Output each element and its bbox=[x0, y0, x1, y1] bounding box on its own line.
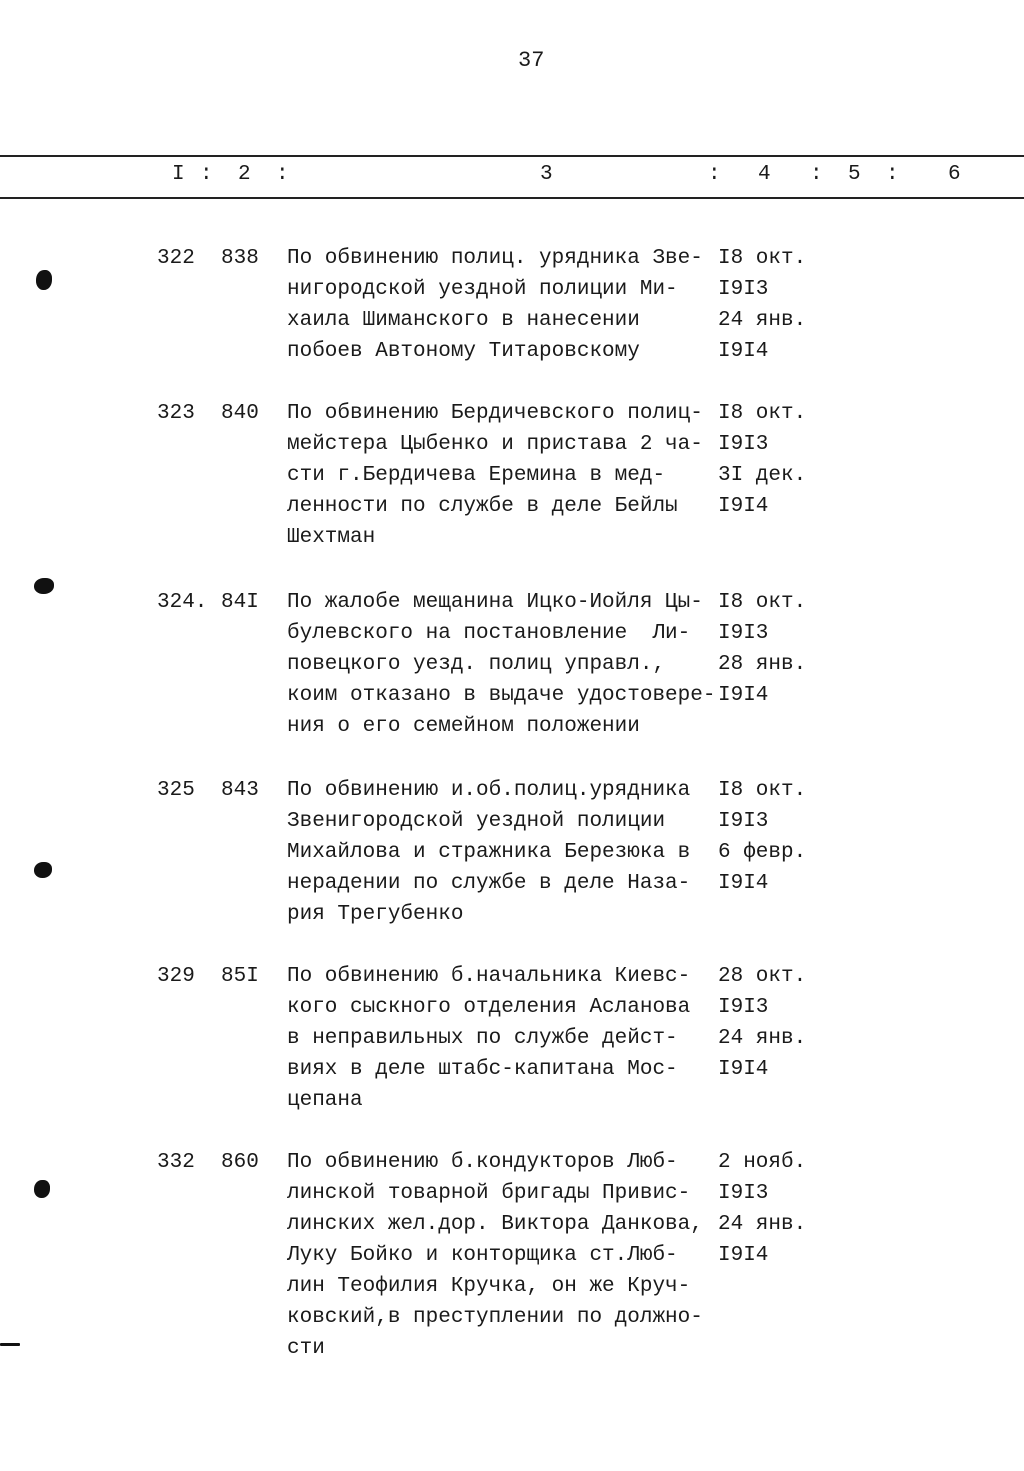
page-number: 37 bbox=[518, 48, 545, 73]
col-header-5: 5 bbox=[848, 163, 861, 186]
file-number: 84I bbox=[221, 591, 259, 614]
description-line: Михайлова и стражника Березюка в bbox=[287, 841, 691, 864]
col-sep: : bbox=[276, 163, 289, 186]
date-line: I9I4 bbox=[718, 495, 769, 518]
description-line: виях в деле штабс-капитана Мос- bbox=[287, 1058, 678, 1081]
entry-number: 324. bbox=[157, 591, 208, 614]
col-header-2: 2 bbox=[238, 163, 251, 186]
entry-dates bbox=[718, 398, 806, 522]
entry-number: 323 bbox=[157, 402, 195, 425]
date-line: I8 окт. bbox=[718, 247, 807, 270]
description-line: булевского на постановление Ли- bbox=[287, 622, 691, 645]
date-line: 28 янв. bbox=[718, 653, 807, 676]
description-line: в неправильных по службе дейст- bbox=[287, 1027, 678, 1050]
date-line: I9I3 bbox=[718, 996, 769, 1019]
description-line: По обвинению б.кондукторов Люб- bbox=[287, 1151, 678, 1174]
date-line: I9I3 bbox=[718, 622, 769, 645]
date-line: I9I4 bbox=[718, 1244, 769, 1267]
date-line: I9I4 bbox=[718, 340, 769, 363]
description-line: сти bbox=[287, 1337, 325, 1360]
punch-hole-mark bbox=[36, 270, 52, 290]
date-line: I9I3 bbox=[718, 433, 769, 456]
col-sep: : bbox=[810, 163, 823, 186]
description-line: побоев Автоному Титаровскому bbox=[287, 340, 640, 363]
header-top-rule bbox=[0, 155, 1024, 157]
file-number: 860 bbox=[221, 1151, 259, 1174]
col-sep: : bbox=[708, 163, 721, 186]
date-line: 24 янв. bbox=[718, 1213, 807, 1236]
entry-description bbox=[287, 398, 703, 553]
description-line: нерадении по службе в деле Наза- bbox=[287, 872, 691, 895]
date-line: I8 окт. bbox=[718, 402, 807, 425]
entry-dates bbox=[718, 587, 806, 711]
date-line: 24 янв. bbox=[718, 309, 807, 332]
entry-description bbox=[287, 1147, 703, 1364]
entry-dates bbox=[718, 961, 806, 1085]
description-line: Луку Бойко и конторщика ст.Люб- bbox=[287, 1244, 678, 1267]
description-line: По обвинению и.об.полиц.урядника bbox=[287, 779, 691, 802]
punch-hole-mark bbox=[34, 1180, 50, 1198]
description-line: По жалобе мещанина Ицко-Иойля Цы- bbox=[287, 591, 703, 614]
date-line: I9I3 bbox=[718, 810, 769, 833]
file-number: 85I bbox=[221, 965, 259, 988]
description-line: Шехтман bbox=[287, 526, 376, 549]
description-line: коим отказано в выдаче удостовере- bbox=[287, 684, 716, 707]
date-line: I8 окт. bbox=[718, 591, 807, 614]
header-bottom-rule bbox=[0, 197, 1024, 199]
description-line: лин Теофилия Кручка, он же Круч- bbox=[287, 1275, 691, 1298]
description-line: сти г.Бердичева Еремина в мед- bbox=[287, 464, 666, 487]
file-number: 838 bbox=[221, 247, 259, 270]
description-line: линских жел.дор. Виктора Данкова, bbox=[287, 1213, 703, 1236]
date-line: I9I4 bbox=[718, 872, 769, 895]
description-line: кого сыскного отделения Асланова bbox=[287, 996, 691, 1019]
description-line: По обвинению б.начальника Киевс- bbox=[287, 965, 691, 988]
margin-mark bbox=[0, 1343, 20, 1346]
entry-description bbox=[287, 775, 690, 930]
description-line: хаила Шиманского в нанесении bbox=[287, 309, 640, 332]
col-header-3: 3 bbox=[540, 163, 553, 186]
entry-description bbox=[287, 961, 690, 1116]
description-line: ковский,в преступлении по должно- bbox=[287, 1306, 703, 1329]
col-header-6: 6 bbox=[948, 163, 961, 186]
description-line: ленности по службе в деле Бейлы bbox=[287, 495, 678, 518]
description-line: повецкого уезд. полиц управл., bbox=[287, 653, 666, 676]
date-line: 2 нояб. bbox=[718, 1151, 807, 1174]
description-line: линской товарной бригады Привис- bbox=[287, 1182, 691, 1205]
date-line: 6 февр. bbox=[718, 841, 807, 864]
description-line: По обвинению Бердичевского полиц- bbox=[287, 402, 703, 425]
col-header-4: 4 bbox=[758, 163, 771, 186]
entry-number: 329 bbox=[157, 965, 195, 988]
entry-description bbox=[287, 587, 715, 742]
description-line: нигородской уездной полиции Ми- bbox=[287, 278, 678, 301]
col-sep: : bbox=[200, 163, 213, 186]
description-line: цепана bbox=[287, 1089, 363, 1112]
entry-number: 325 bbox=[157, 779, 195, 802]
file-number: 840 bbox=[221, 402, 259, 425]
entry-number: 332 bbox=[157, 1151, 195, 1174]
col-sep: : bbox=[886, 163, 899, 186]
punch-hole-mark bbox=[34, 862, 52, 878]
description-line: мейстера Цыбенко и пристава 2 ча- bbox=[287, 433, 703, 456]
description-line: ния о его семейном положении bbox=[287, 715, 640, 738]
description-line: По обвинению полиц. урядника Зве- bbox=[287, 247, 703, 270]
date-line: 28 окт. bbox=[718, 965, 807, 988]
date-line: I9I3 bbox=[718, 278, 769, 301]
col-header-1: I bbox=[172, 163, 185, 186]
date-line: I9I4 bbox=[718, 684, 769, 707]
entry-dates bbox=[718, 775, 806, 899]
date-line: 24 янв. bbox=[718, 1027, 807, 1050]
date-line: I9I3 bbox=[718, 1182, 769, 1205]
entry-description bbox=[287, 243, 703, 367]
entry-dates bbox=[718, 243, 806, 367]
entry-number: 322 bbox=[157, 247, 195, 270]
date-line: I8 окт. bbox=[718, 779, 807, 802]
date-line: 3I дек. bbox=[718, 464, 807, 487]
punch-hole-mark bbox=[34, 578, 54, 594]
date-line: I9I4 bbox=[718, 1058, 769, 1081]
description-line: рия Трегубенко bbox=[287, 903, 464, 926]
description-line: Звенигородской уездной полиции bbox=[287, 810, 666, 833]
file-number: 843 bbox=[221, 779, 259, 802]
entry-dates bbox=[718, 1147, 806, 1271]
